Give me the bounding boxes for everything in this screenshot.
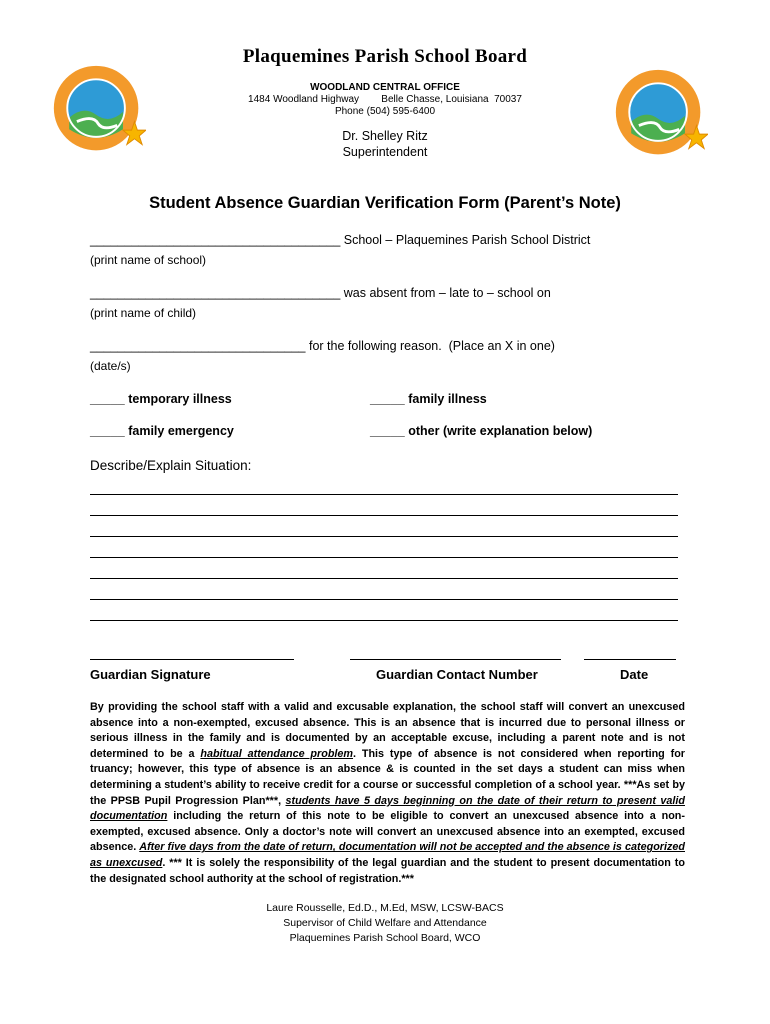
option-family-illness[interactable]: _____ family illness	[370, 392, 487, 406]
policy-text: . This type of absence is not considered when reporting for truancy; however, this type of absence is an absence & is counted in the set days a student can miss when determining a student’s ability to receive credit for a course or successful completion of a school year. ***As set by the PPSB Pupil Progression Plan***,	[90, 747, 685, 807]
superintendent-title: Superintendent	[342, 145, 428, 159]
child-name-line[interactable]: ____________________________________ was absent from – late to – school on	[90, 286, 551, 300]
signature-line[interactable]	[90, 659, 294, 660]
policy-text: . *** It is solely the responsibility of the legal guardian and the student to present documentation to the designated school authority at the school of registration.***	[90, 856, 685, 885]
form-title: Student Absence Guardian Verification Form (Parent’s Note)	[149, 194, 621, 212]
explanation-line[interactable]	[90, 515, 678, 516]
school-name-line[interactable]: ____________________________________ School – Plaquemines Parish School District	[90, 233, 591, 247]
policy-emphasis: After five days from the date of return, documentation will not be accepted and the absence is categorized as unexcused	[90, 841, 685, 869]
policy-paragraph	[90, 700, 685, 887]
school-name-hint: (print name of school)	[90, 253, 207, 267]
option-other[interactable]: _____ other (write explanation below)	[370, 424, 593, 438]
policy-emphasis: habitual attendance problem	[200, 747, 354, 760]
describe-label: Describe/Explain Situation:	[90, 458, 252, 473]
date-signature-line[interactable]	[584, 659, 676, 660]
contact-number-line[interactable]	[350, 659, 561, 660]
date-line[interactable]: _______________________________ for the following reason. (Place an X in one)	[90, 339, 555, 353]
explanation-line[interactable]	[90, 599, 678, 600]
explanation-line[interactable]	[90, 536, 678, 537]
explanation-line[interactable]	[90, 620, 678, 621]
office-name: WOODLAND CENTRAL OFFICE	[310, 82, 460, 93]
office-address: 1484 Woodland Highway Belle Chasse, Louisiana 70037	[248, 94, 522, 105]
policy-text: By providing the school staff with a valid and excusable explanation, the school staff will convert an unexcused absence into a non-exempted, excused absence. This is an absence that is incurred due to personal illness or serious illness in the family and is documented by an acceptable excuse, including a parent note and is not determined to be a	[90, 701, 685, 760]
policy-text: including the return of this note to be eligible to convert an unexcused absence into a non-exempted, excused absence. Only a doctor’s note will convert an unexcused absence into an exempted, excused absence.	[90, 810, 685, 854]
footer-name: Laure Rousselle, Ed.D., M.Ed, MSW, LCSW-BACS	[266, 902, 504, 914]
explanation-line[interactable]	[90, 494, 678, 495]
board-title: Plaquemines Parish School Board	[242, 46, 528, 67]
guardian-contact-label: Guardian Contact Number	[376, 667, 538, 682]
explanation-line[interactable]	[90, 557, 678, 558]
office-phone: Phone (504) 595-6400	[334, 106, 436, 117]
superintendent-name: Dr. Shelley Ritz	[342, 129, 428, 143]
date-label: Date	[620, 667, 649, 682]
child-name-hint: (print name of child)	[90, 306, 197, 320]
guardian-signature-label: Guardian Signature	[90, 667, 211, 682]
date-hint: (date/s)	[90, 359, 131, 373]
option-temporary-illness[interactable]: _____ temporary illness	[90, 392, 232, 406]
option-family-emergency[interactable]: _____ family emergency	[90, 424, 234, 438]
explanation-line[interactable]	[90, 578, 678, 579]
policy-emphasis: students have 5 days beginning on the date of their return to present valid documentation	[90, 794, 685, 823]
footer-title: Supervisor of Child Welfare and Attendance	[283, 917, 487, 929]
footer-org: Plaquemines Parish School Board, WCO	[289, 932, 481, 944]
